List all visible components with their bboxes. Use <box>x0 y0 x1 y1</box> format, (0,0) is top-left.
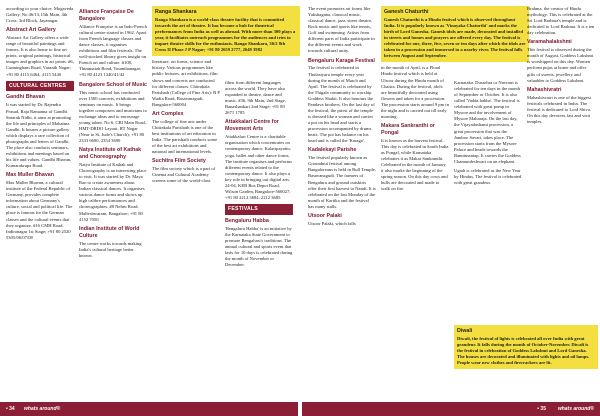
makara-title: Makara Sankranthi or Pongal <box>381 122 435 136</box>
ugadi-text: Ugadi is celebrated as the New Year by Hindus. The festival is celebrated with great grandeur. <box>454 167 522 185</box>
ganesh-text: Ganesh Chaturthi is a Hindu festival which is observed throughout India. It is popularly known as 'Vinayaka Chaturthi' and marks the birth of Lord Ganesha. Ganesh idols are made, decorated and installed in streets and homes and prayers are offered every day. The festival is celebrated for one, three, five, seven or ten days after which the idols are taken in a procession and immersed in a nearby river. The festival falls between August and September. <box>384 16 526 59</box>
bso-title: Bangalore School of Music <box>79 81 147 88</box>
attakkalari-title: Attakkalari Centre for Movement Arts <box>225 119 279 133</box>
column-7 <box>454 80 522 189</box>
footer-right <box>302 402 600 416</box>
column-5 <box>308 6 376 230</box>
suchitra-text: The film society which is a part of Cinema and Cultural Academy screens some of the world-class <box>152 166 216 184</box>
karaga-title: Bengaluru Karaga Festival <box>308 57 375 64</box>
ganesh-box <box>381 6 529 62</box>
gandhi-text: It was started by Dr. Rajendra Prasad, Raja Ramanna of Gandhi Smarak Nidhi, it aims at promoting the life and principles of Mahatma Gandhi. It houses a picture gallery which displays a rare collection of photographs and letters of Gandhi. The place also conducts seminars, exhibitions and meetings based on his life and values. Gandhi Bhavan, Kumarakrupa Road. <box>6 102 72 169</box>
diwali-title: Diwali <box>457 328 473 334</box>
column-3-left <box>152 59 220 187</box>
utsoor-text: Utsoor Palaki, which falls <box>308 220 356 226</box>
abstract-text: Abstract Art Gallery offers a wide range of beautiful paintings and frames. It is also home to fine art prints, original paintings, historical images and graphics in art prints. #6, Cunningham Road, Vasanth Nagar; +91 80 4115 6464, 4115 5440 <box>6 35 74 77</box>
col6-text: in the month of April, is a Floral Hindu festival which is held at Ulsoor during the Hindu month of Chaitra. During the festival, idols are beautifully decorated using flowers and taken for a procession. The procession starts around 9 pm in the night and is carried out till early morning. <box>381 65 449 119</box>
brand-right: whats around® <box>557 406 594 412</box>
ranga-title: Ranga Shankara <box>155 9 197 15</box>
intro-text: according to your choice. Mogaveda Gallery, No 46/13,15th Main, 4th Cross, 3rd Block, Jayanagar. <box>6 6 74 24</box>
habba-text: 'Bengaluru Habba' is an initiative by the Karnataka State Government to promote Bengaluru's traditions. The annual cultural and sports event that lasts for 10 days is celebrated during the month of November or December. <box>225 225 293 268</box>
ranga-text: Ranga Shankara is a world-class theatre facility that is committed towards the art of theatre. It has become a hub for theatrical performances from India as well as abroad. With more than 300 plays a year, it facilitates outreach programmes for the audiences and tries to impart theatre skills for the enthusiasts. Ranga Shankara, 36/2 8th Cross II Phase J P Nagar; +91 80 2659 2777, 2649 3982 <box>155 16 296 53</box>
diwali-box <box>454 325 598 369</box>
max-text: Max Muller Bhavan, a cultural institute of the Federal Republic of Germany, provides complete information about Germany's culture, social and political life. The place is famous for the German classes and the cultural events that they organize. #16 CMH Road, Indiranagar 1st Stage; +91 80 2520 5305/06/07/08 <box>6 180 73 240</box>
ganesh-title: Ganesh Chaturthi <box>384 9 429 15</box>
makara-text: It is known as the harvest festival. This day is celebrated in South India as Pongal, while Karnataka celebrates it as Makar Sankranthi. Celebrated in the month of January, it also marks the beginning of the spring season. On this day cows and bulls are decorated and made to walk on fire. <box>381 137 449 192</box>
habba-title: Bengaluru Habba <box>225 217 269 224</box>
natya-text: Natya Institute of Kathak and Choreography is an interesting place to visit. It was started by Dr. Maya Rao to create awareness about Indian classical dances. It organises various dance forms and shows up high calibre performances and choreographies. #8 Nehru Road, Malleshwaram, Bangalore; +91 80 4152 7050 <box>79 162 147 222</box>
col3-text: literature, art forms, science and history. Various programmes like public lectures, art exhibitions, film shows and concerts are conducted for different classes. Chitrakala Parishath (College of Fine Arts): B P Wadia Road, Basavanagudi, Bangalore-560004 <box>152 59 220 107</box>
art-complex-text: The college of fine arts under Chitrakala Parishath is one of the best institutions of art education in India. The parishath conducts some of the best art exhibitions and national and international levels. <box>152 118 218 155</box>
mahashivratri-text: Mahashivratri is one of the biggest festivals celebrated in India. The festival is dedicated to Lord Shiva. On this day devotees fast and visit temples. <box>527 94 592 124</box>
iiwc-title: Indian Institute of World Culture <box>79 225 140 239</box>
mahashivratri-title: Mahashivratri <box>527 86 562 93</box>
varamahalakshmi-title: Varamahalakshmi <box>527 39 572 46</box>
section-festivals: FESTIVALS <box>225 204 293 215</box>
suchitra-title: Suchitra Film Society <box>152 158 206 165</box>
abstract-title: Abstract Art Gallery <box>6 27 56 34</box>
col4-text: films from different languages across the world. They have also expanded to theatre, dance and music. #36, 9th Main, 2nd Stage, Banashankari 2nd Stage; +91 80 2671 1785 <box>225 80 286 116</box>
karaga-text: The festival is celebrated in Thulasiyaru temple every year during the month of March and April. The festival is celebrated by the Thigala community to worship Goddess Shakti. It also honours the Pandava brothers. On the last day of the festival, the priest of the temple is dressed like a woman and carries a pot on his head and starts a procession accompanied by drums beats. The pot has balance on his head and is called the 'Karaga'. <box>308 65 375 144</box>
max-title: Max Muller Bhavan <box>6 172 54 179</box>
page-number-right: • 35 <box>537 406 546 412</box>
natya-title: Natya Institute of Kathak and Choreography <box>79 147 142 161</box>
iiwc-text: The centre works towards making India's cultural heritage better known. <box>79 240 142 258</box>
column-2 <box>79 6 147 262</box>
footer-left <box>0 402 298 416</box>
ranga-shankara-box <box>152 6 300 56</box>
col5-text: The event promotes art forms like Yakshagana, classical music, classical dance, jazz, street theatre, Rock music and sports like tennis, Golf and swimming. Artists from different parts of India participate in the different events and work towards cultural unity. <box>308 6 375 54</box>
varamahalakshmi-text: This festival is observed during the month of August. Goddess Lakshmi is worshipped on this day. Women perform pujas at home and offer gifts of sweets, jewellery and valuables to Goddess Lakshmi. <box>527 47 594 83</box>
column-8 <box>527 6 595 128</box>
col8-text: Brahma, the creator of Hindu mythology. This is celebrated at the Sri Lord Brahma's temple and is dedicated to Lord Brahma. It is a ten day celebration. <box>527 6 595 36</box>
diwali-text: Diwali, the festival of lights is celebrated all over India with great grandeur. It falls during the month of October-November. Diwali is the festival in celebration of Goddess Lakshmi and Lord Ganesha. The houses are decorated and illuminated with lights and oil lamps. People wear new clothes and firecrackers are lit. <box>457 335 590 366</box>
attakkalari-text: Attakkalari Centre is a charitable organisation which concentrates on contemporary dance, Kalaripayattu, yoga, ballet and other dance forms. The institute organises and performs different events related to the contemporary dance. It also plays a key role in bringing out digital arts. 24-04, KEB Bus Depot Road, Wilson Garden, Bangalore-560027; +91 80 2212 3684, 2212 3685 <box>225 134 293 200</box>
section-cultural-centres: CULTURAL CENTRES <box>6 81 74 92</box>
col7-text: Karnataka. Dussehra or Navratri is celebrated for ten days in the month of September or October. It is also called 'Vadda habba'. The festival is celebrated with great pomp in Mysore and the involvement of Mysore Maharaja. On the last day, the Vijayadashami procession, a great procession that was the Jamboo Savari, takes place. The procession starts from the Mysore Palace and heads towards the Bannimantap. It carries the Goddess Chamundeshwari on an elephant. <box>454 80 521 164</box>
alliance-text: Alliance Française is an Indo-French cultural centre started in 1962. Apart from French language classes and dance classes, it organises exhibitions and film festivals. The well-stocked library gives insight on French art and culture. #108, Thimmaiah Road, Vasanthanagar; +91 80 4123 1340/41/42 <box>79 23 147 78</box>
art-complex-title: Art Complex <box>152 110 184 117</box>
kadalekayi-text: The festival popularly known as Groundnut festival among Bangaloreans is held in Bull Temple, Basavanagudi. The farmers of Bengaluru and ground outskirts offer their first harvest to Nandi. It is celebrated on the last Monday of the month of Kartika and the festival has many stalls. <box>308 155 376 209</box>
bso-text: This music school has conducted over 1500 concerts, exhibitions and seminars on music. It brings together composers and musicians to exchange ideas and to encourage young talent. No 6, CBI Main Road, HMT-DRDO Layout, RT Nagar (Near to St. Jude's Church); +91 80 2333 6690, 2354 3690 <box>79 89 147 144</box>
alliance-title: Alliance Française De Bangalore <box>79 9 134 22</box>
utsoor-title: Utsoor Palaki <box>308 212 342 219</box>
column-1 <box>6 6 74 244</box>
gandhi-title: Gandhi Bhavan <box>6 94 45 101</box>
brand-left: whats around® <box>24 406 61 412</box>
column-4 <box>225 80 293 271</box>
page-number-left: • 34 <box>6 406 15 412</box>
kadalekayi-title: Kadalekayi Parishe <box>308 147 357 154</box>
column-6-left <box>381 65 449 195</box>
